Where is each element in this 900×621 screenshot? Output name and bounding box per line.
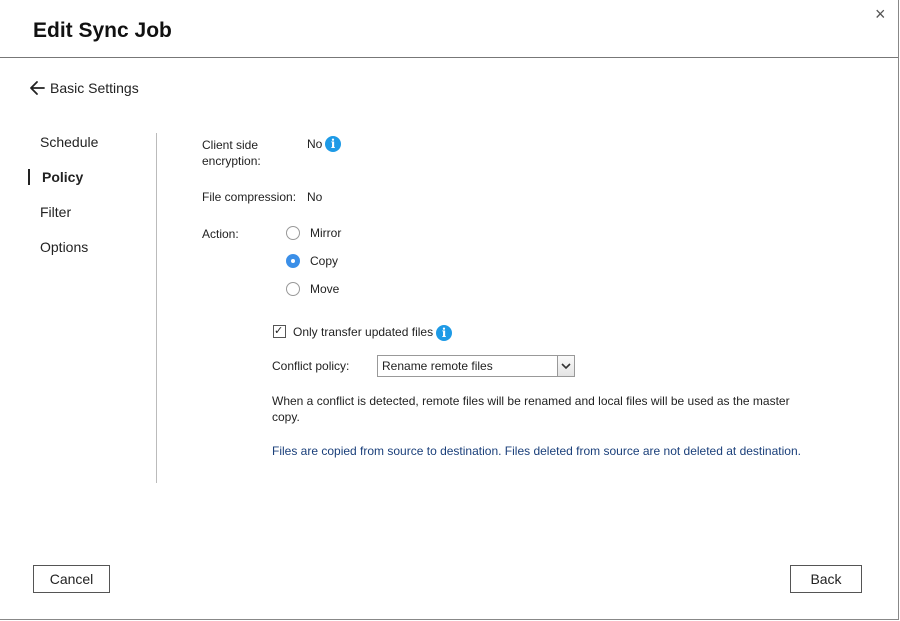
close-icon[interactable]: × [875,4,886,24]
arrow-left-icon [28,79,46,97]
nav-item-options[interactable]: Options [40,239,89,255]
cancel-button[interactable]: Cancel [33,565,110,593]
info-icon[interactable]: i [436,325,452,341]
conflict-description: When a conflict is detected, remote files will be renamed and local files will be used as the master copy. [272,394,790,424]
only-updated-checkbox[interactable] [273,325,286,338]
back-label: Basic Settings [50,80,139,96]
back-to-basic-settings[interactable] [28,79,139,97]
radio-mirror-label[interactable]: Mirror [310,226,342,240]
conflict-policy-select[interactable] [377,355,575,377]
nav-item-schedule[interactable]: Schedule [40,134,99,150]
back-button[interactable]: Back [790,565,862,593]
conflict-policy-label: Conflict policy: [272,359,350,373]
conflict-policy-value: Rename remote files [382,359,493,373]
only-updated-label[interactable]: Only transfer updated files [293,325,434,339]
compression-label: File compression: [202,190,297,204]
side-nav [40,133,98,273]
nav-item-policy[interactable]: Policy [40,168,98,203]
check-icon: ✓ [274,324,284,337]
info-icon[interactable]: i [325,136,341,152]
radio-move[interactable] [286,282,300,296]
dialog-title: Edit Sync Job [33,19,172,42]
compression-value: No [307,190,323,204]
encryption-value: No [307,137,323,151]
radio-move-label[interactable]: Move [310,282,340,296]
header-divider [0,57,898,58]
radio-copy-label[interactable]: Copy [310,254,339,268]
radio-mirror[interactable] [286,226,300,240]
nav-divider [156,133,157,483]
nav-item-filter[interactable]: Filter [40,204,72,220]
encryption-label: Client side encryption: [202,138,261,168]
radio-copy[interactable] [286,254,300,268]
chevron-down-icon[interactable] [557,356,574,376]
action-note: Files are copied from source to destination. Files deleted from source are not deleted at destination. [272,444,801,458]
action-label: Action: [202,227,239,241]
